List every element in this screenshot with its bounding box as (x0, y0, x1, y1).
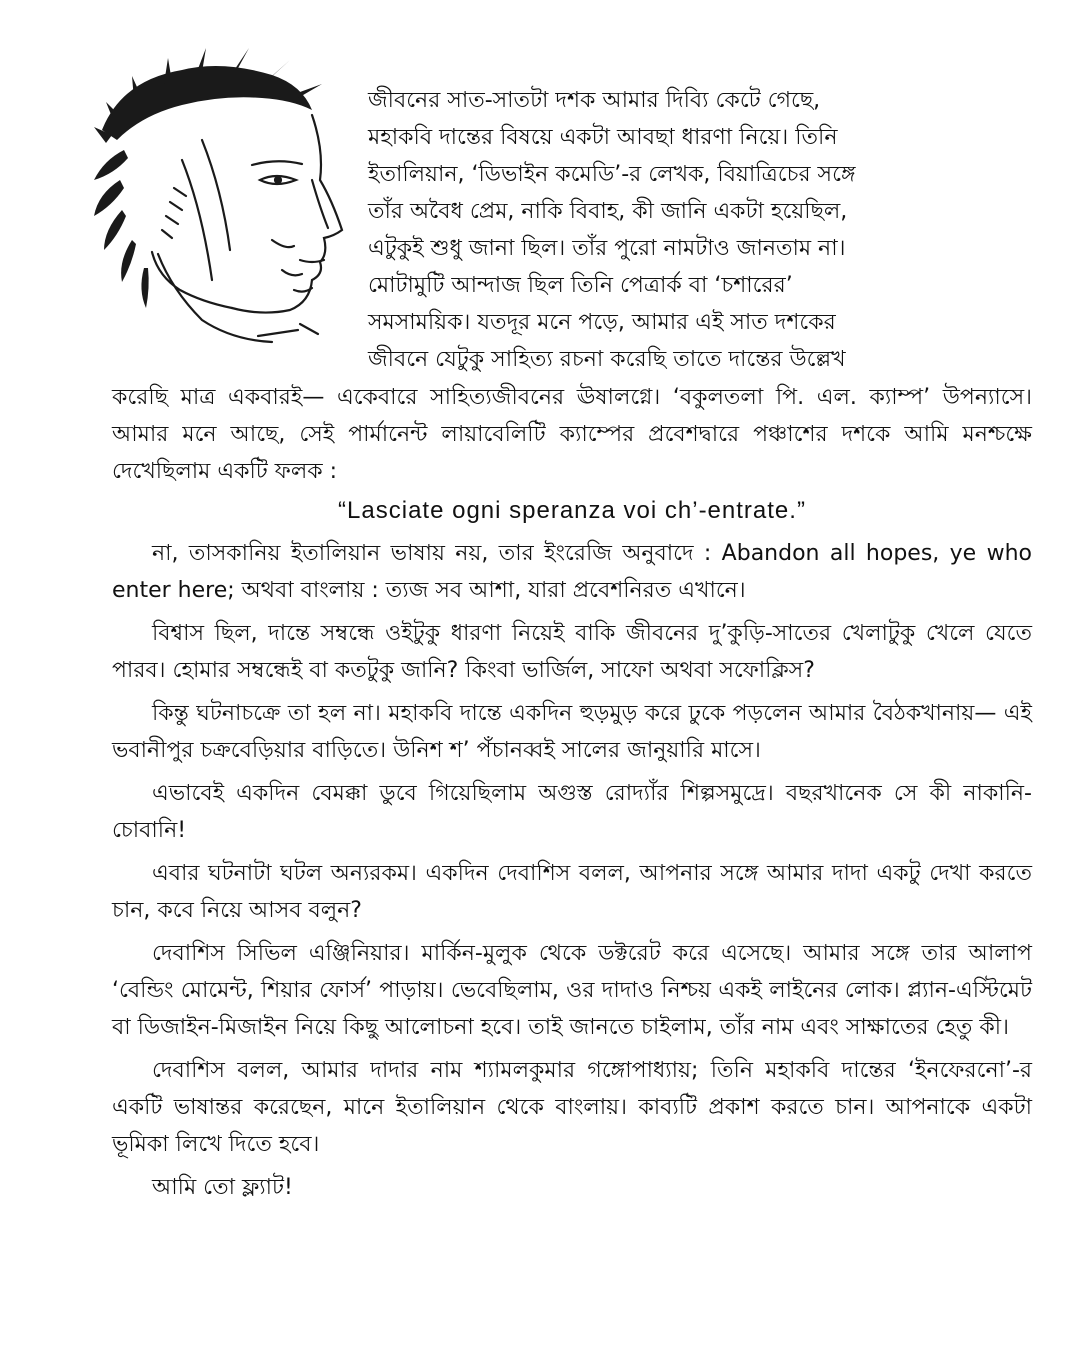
paragraph: দেবাশিস বলল, আমার দাদার নাম শ্যামলকুমার গঙ্গোপাধ্যায়; তিনি মহাকবি দান্তের ‘ইনফেরনো’-র একটি ভাষান্তর করেছেন, মানে ইতালিয়ান থেকে বাংলায়। কাব্যটি প্রকাশ করতে চান। আপনাকে একটা ভূমিকা লিখে দিতে হবে। (112, 1058, 1032, 1157)
paragraph: এভাবেই একদিন বেমক্কা ডুবে গিয়েছিলাম অগুস্ত রোদ্যাঁর শিল্পসমুদ্রে। বছরখানেক সে কী নাকানি-চোবানি! (112, 781, 1032, 843)
italian-quote: “Lasciate ogni speranza voi ch’-entrate.” (338, 497, 806, 524)
text-line: সমসাময়িক। যতদূর মনে পড়ে, আমার এই সাত দশকের (368, 310, 836, 335)
paragraph-last: আমি তো ফ্ল্যাট! (152, 1175, 293, 1200)
opening-paragraph-rest: করেছি মাত্র একবারই— একেবারে সাহিত্যজীবনের ঊষালগ্নে। ‘বকুলতলা পি. এল. ক্যাম্প’ উপন্যাসে। আমার মনে আছে, সেই পার্মানেন্ট লায়াবেলিটি ক্যাম্পের প্রবেশদ্বারে পঞ্চাশের দশকে আমি মনশ্চক্ষে দেখেছিলাম একটি ফলক : (112, 385, 1032, 484)
face-outline (152, 115, 342, 342)
paragraph: বিশ্বাস ছিল, দান্তে সম্বন্ধে ওইটুকু ধারণা নিয়েই বাকি জীবনের দু’কুড়ি-সাতের খেলাটুকু খেলে যেতে পারব। হোমার সম্বন্ধেই বা কতটুকু জানি? কিংবা ভার্জিল, সাফো অথবা সফোক্লিস? (112, 621, 1032, 683)
paragraph: না, তাসকানিয় ইতালিয়ান ভাষায় নয়, তার ইংরেজি অনুবাদে : Abandon all hopes, ye who enter here; অথবা বাংলায় : ত্যজ সব আশা, যারা প্রবেশনিরত এখানে। (112, 541, 1032, 603)
text-line: জীবনে যেটুকু সাহিত্য রচনা করেছি তাতে দান্তের উল্লেখ (368, 347, 846, 372)
text-line: মহাকবি দান্তের বিষয়ে একটা আবছা ধারণা নিয়ে। তিনি (368, 125, 838, 150)
paragraph: দেবাশিস সিভিল এঞ্জিনিয়ার। মার্কিন-মুলুক থেকে ডক্টরেট করে এসেছে। আমার সঙ্গে তার আলাপ ‘বেন্ডিং মোমেন্ট, শিয়ার ফোর্স’ পাড়ায়। ভেবেছিলাম, ওর দাদাও নিশ্চয় একই লাইনের লোক। প্ল্যান-এস্টিমেট বা ডিজাইন-মিজাইন নিয়ে কিছু আলোচনা হবে। তাই জানতে চাইলাম, তাঁর নাম এবং সাক্ষাতের হেতু কী। (112, 941, 1032, 1040)
text-line: ইতালিয়ান, ‘ডিভাইন কমেডি’-র লেখক, বিয়াত্রিচের সঙ্গে (368, 162, 856, 187)
main-text (112, 379, 1032, 1206)
dante-portrait-icon (62, 40, 362, 350)
text-line: জীবনের সাত-সাতটা দশক আমার দিব্যি কেটে গেছে, (368, 88, 821, 113)
paragraph: এবার ঘটনাটা ঘটল অন্যরকম। একদিন দেবাশিস বলল, আপনার সঙ্গে আমার দাদা একটু দেখা করতে চান, কবে নিয়ে আসব বলুন? (112, 861, 1032, 923)
text-line: এটুকুই শুধু জানা ছিল। তাঁর পুরো নামটাও জানতাম না। (368, 236, 846, 261)
paragraph: কিন্তু ঘটনাচক্রে তা হল না। মহাকবি দান্তে একদিন হুড়মুড় করে ঢুকে পড়লেন আমার বৈঠকখানায়— এই ভবানীপুর চক্রবেড়িয়ার বাড়িতে। উনিশ শ’ পঁচানব্বই সালের জানুয়ারি মাসে। (112, 701, 1032, 763)
text-line: তাঁর অবৈধ প্রেম, নাকি বিবাহ, কী জানি একটা হয়েছিল, (368, 199, 848, 224)
text-line: মোটামুটি আন্দাজ ছিল তিনি পেত্রার্ক বা ‘চশারের’ (368, 273, 793, 298)
opening-paragraph-top (368, 82, 1028, 378)
